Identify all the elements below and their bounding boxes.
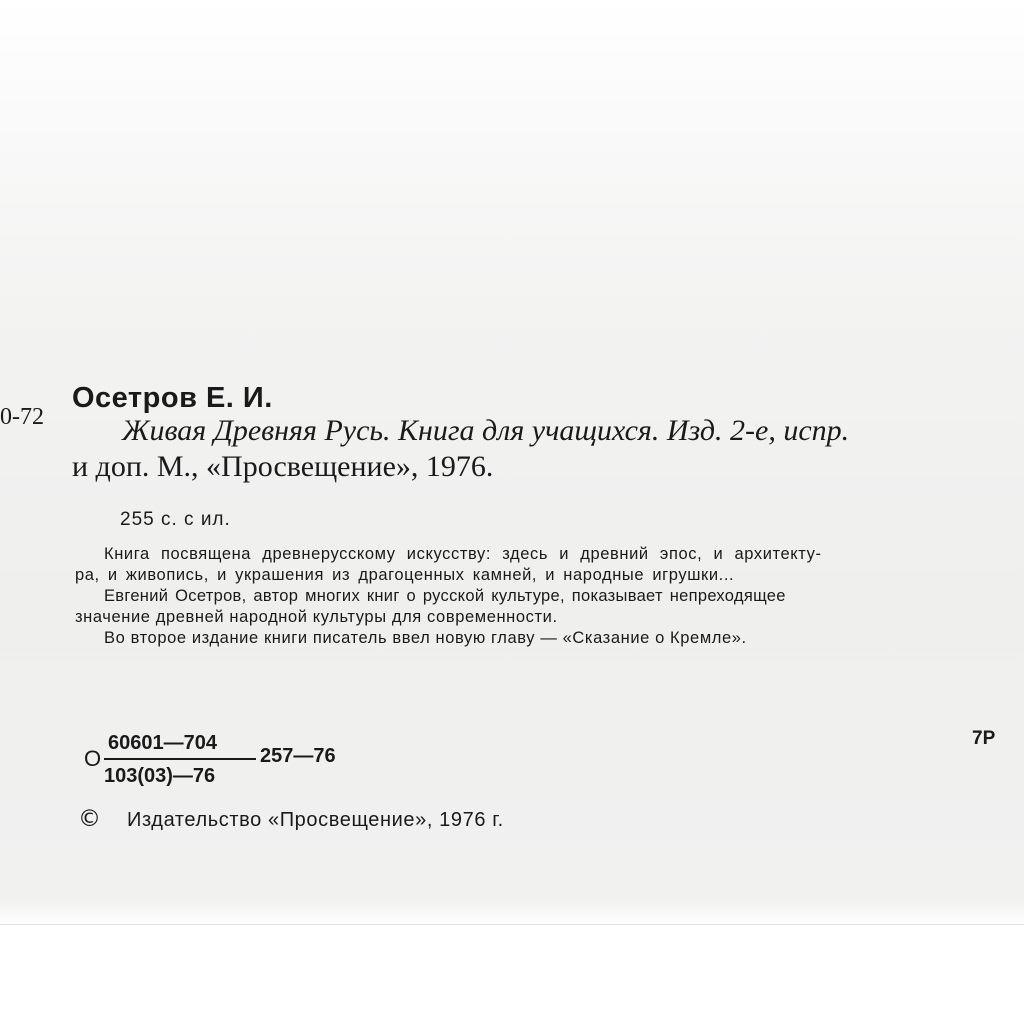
code-denominator: 103(03)—76 — [104, 765, 216, 787]
author-name: Осетров Е. И. — [72, 382, 273, 414]
copyright-icon: © — [78, 806, 101, 832]
paper-edge — [0, 924, 1024, 925]
code-suffix: 257—76 — [260, 745, 336, 767]
copyright-text: Издательство «Просвещение», 1976 г. — [127, 809, 504, 831]
page-count: 255 с. с ил. — [120, 509, 231, 530]
code-prefix: О — [84, 746, 102, 771]
bbk-code: 7Р — [972, 728, 996, 749]
fraction-line — [104, 758, 256, 760]
title-line-2: и доп. М., «Просвещение», 1976. — [72, 450, 494, 483]
abstract-line: Книга посвящена древнерусскому искусству: здесь и древний эпос, и архитекту- — [104, 545, 822, 563]
title-line-1: Живая Древняя Русь. Книга для учащихся. Изд. 2-е, испр. — [122, 414, 850, 447]
classmark: 0-72 — [0, 404, 44, 430]
abstract-line: ра, и живопись, и украшения из драгоценных камней, и народные игрушки... — [75, 566, 735, 584]
abstract-line: Евгений Осетров, автор многих книг о русской культуре, показывает непреходящее — [104, 587, 786, 605]
abstract-line: значение древней народной культуры для современности. — [75, 608, 558, 626]
abstract-line: Во второе издание книги писатель ввел новую главу — «Сказание о Кремле». — [104, 629, 747, 647]
code-numerator: 60601—704 — [108, 732, 217, 754]
